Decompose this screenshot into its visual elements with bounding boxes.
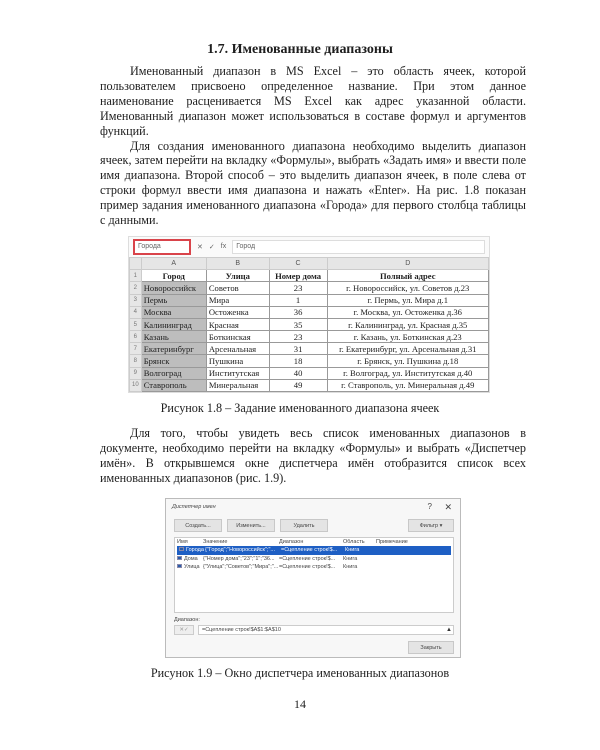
list-item[interactable]: [177, 546, 451, 555]
list-cell: {"Город";"Новороссийск";"...: [205, 547, 275, 554]
column-header[interactable]: A: [141, 257, 206, 269]
table-cell[interactable]: 1: [269, 294, 327, 306]
paragraph-1: Именованный диапазон в MS Excel – это область ячеек, которой пользователем присвоено определенное название. При этом данное наименование расценивается MS Excel как адрес указанной области. Именованный диапазон может использоваться в составе формул и аргументов функций.: [100, 64, 526, 138]
row-number[interactable]: 5: [130, 318, 142, 330]
table-cell[interactable]: 23: [269, 282, 327, 294]
range-input[interactable]: [198, 625, 454, 635]
create-button[interactable]: Создать...: [174, 519, 222, 532]
names-list[interactable]: [174, 537, 454, 613]
list-item[interactable]: [175, 555, 453, 564]
edit-button[interactable]: Изменить...: [227, 519, 275, 532]
table-cell[interactable]: 31: [269, 343, 327, 355]
collapse-icon[interactable]: ▲: [446, 626, 452, 633]
row-number[interactable]: 3: [130, 294, 142, 306]
table-row: [130, 282, 489, 294]
paragraph-3: Для того, чтобы увидеть весь список именованных диапазонов в документе, необходимо перейти на вкладку «Формулы» и выбрать «Диспетчер имён». В открывшемся окне диспетчера имён отобразится список всех именованных диапазонов (рис. 1.9).: [100, 426, 526, 485]
row-number[interactable]: 8: [130, 355, 142, 367]
list-cell: Книга: [343, 555, 358, 562]
table-cell[interactable]: Пушкина: [206, 355, 269, 367]
table-cell[interactable]: Новороссийск: [141, 282, 206, 294]
table-cell[interactable]: Казань: [141, 331, 206, 343]
range-label: Диапазон:: [174, 616, 200, 623]
table-cell[interactable]: Остоженка: [206, 306, 269, 318]
section-title: 1.7. Именованные диапазоны: [207, 42, 393, 57]
name-box[interactable]: Города: [133, 239, 191, 255]
list-item[interactable]: [175, 563, 453, 572]
row-number[interactable]: 10: [130, 379, 142, 391]
table-cell[interactable]: Москва: [141, 306, 206, 318]
help-icon[interactable]: ?: [427, 501, 432, 511]
table-cell[interactable]: Номер дома: [269, 270, 327, 282]
table-row: [130, 294, 489, 306]
table-cell[interactable]: Институтская: [206, 367, 269, 379]
list-column-header[interactable]: Примечание: [376, 538, 408, 545]
list-cell: =Сцепление строк!$...: [279, 555, 336, 562]
table-cell[interactable]: Мира: [206, 294, 269, 306]
fx-icon: fx: [220, 243, 227, 251]
table-row: [130, 355, 489, 367]
list-cell: =Сцепление строк!$...: [281, 547, 338, 554]
cancel-confirm-icons[interactable]: ✕✓: [174, 625, 194, 635]
list-cell: Книга: [343, 564, 358, 571]
table-cell[interactable]: Пермь: [141, 294, 206, 306]
table-cell[interactable]: Минеральная: [206, 379, 269, 391]
list-cell: {"Улица";"Советов";"Мира";"...: [203, 564, 279, 571]
row-number[interactable]: 6: [130, 331, 142, 343]
table-cell[interactable]: Улица: [206, 270, 269, 282]
list-column-header[interactable]: Имя: [177, 538, 188, 545]
formula-input[interactable]: Город: [232, 240, 485, 254]
table-cell[interactable]: г. Волгоград, ул. Институтская д.40: [327, 367, 489, 379]
table-cell[interactable]: г. Екатеринбург, ул. Арсенальная д.31: [327, 343, 489, 355]
table-cell[interactable]: Екатеринбург: [141, 343, 206, 355]
table-cell[interactable]: г. Пермь, ул. Мира д.1: [327, 294, 489, 306]
table-cell[interactable]: Волгоград: [141, 367, 206, 379]
list-cell: {"Номер дома";"23";"1";"36...: [203, 555, 275, 562]
named-range-icon: [177, 556, 182, 560]
table-cell[interactable]: г. Казань, ул. Боткинская д.23: [327, 331, 489, 343]
table-cell[interactable]: Советов: [206, 282, 269, 294]
cancel-icon: ✕: [197, 243, 203, 251]
table-cell[interactable]: г. Новороссийск, ул. Советов д.23: [327, 282, 489, 294]
table-row: [130, 270, 489, 282]
column-header[interactable]: C: [269, 257, 327, 269]
formula-bar: [129, 237, 489, 257]
table-cell[interactable]: 23: [269, 331, 327, 343]
table-cell[interactable]: 36: [269, 306, 327, 318]
row-number[interactable]: 7: [130, 343, 142, 355]
corner-cell: [130, 257, 142, 269]
table-cell[interactable]: г. Брянск, ул. Пушкина д.18: [327, 355, 489, 367]
dialog-title: Диспетчер имен: [172, 503, 216, 510]
table-cell[interactable]: 35: [269, 318, 327, 330]
spreadsheet-table: [129, 257, 489, 392]
table-cell[interactable]: Арсенальная: [206, 343, 269, 355]
table-cell[interactable]: Красная: [206, 318, 269, 330]
table-row: [130, 379, 489, 391]
row-number[interactable]: 4: [130, 306, 142, 318]
close-icon[interactable]: ✕: [444, 501, 452, 512]
named-range-icon: [179, 547, 184, 551]
paragraph-2: Для создания именованного диапазона необходимо выделить диапазон ячеек, затем перейти на вкладку «Формулы», выбрать «Задать имя» и ввести поле имя диапазона. Второй способ – это выделить диапазон ячеек, в поле слева от строки формул ввести имя диапазона и нажать «Enter». На рис. 1.8 показан пример задания именованного диапазона «Города» для первого столбца таблицы с данными.: [100, 138, 526, 228]
table-cell[interactable]: Брянск: [141, 355, 206, 367]
list-cell: Улица: [184, 564, 200, 571]
table-cell[interactable]: г. Ставрополь, ул. Минеральная д.49: [327, 379, 489, 391]
figure-1-8-caption: Рисунок 1.8 – Задание именованного диапазона ячеек: [160, 401, 440, 416]
table-row: [130, 343, 489, 355]
excel-figure: [128, 236, 490, 393]
list-column-header[interactable]: Область: [343, 538, 365, 545]
table-cell[interactable]: Город: [141, 270, 206, 282]
table-cell[interactable]: Ставрополь: [141, 379, 206, 391]
named-range-icon: [177, 564, 182, 568]
list-name-cell: [175, 556, 203, 562]
filter-button[interactable]: Фильтр ▾: [408, 519, 454, 532]
column-header[interactable]: B: [206, 257, 269, 269]
row-number[interactable]: 1: [130, 270, 142, 282]
row-number[interactable]: 9: [130, 367, 142, 379]
list-cell: =Сцепление строк!$...: [279, 564, 336, 571]
list-column-header[interactable]: Значение: [203, 538, 228, 545]
table-row: [130, 367, 489, 379]
list-cell: Дома: [184, 555, 198, 562]
range-value: =Сцепление строк!$A$1:$A$10: [202, 626, 281, 633]
delete-button[interactable]: Удалить: [280, 519, 328, 532]
list-name-cell: [177, 547, 205, 553]
table-row: [130, 318, 489, 330]
table-cell[interactable]: г. Калининград, ул. Красная д.35: [327, 318, 489, 330]
list-name-cell: [175, 564, 203, 570]
page-number: 14: [294, 696, 306, 711]
table-row: [130, 306, 489, 318]
table-cell[interactable]: 40: [269, 367, 327, 379]
table-cell[interactable]: Полный адрес: [327, 270, 489, 282]
table-cell[interactable]: г. Москва, ул. Остоженка д.36: [327, 306, 489, 318]
row-number[interactable]: 2: [130, 282, 142, 294]
close-button[interactable]: Закрыть: [408, 641, 454, 654]
table-row: [130, 331, 489, 343]
list-column-header[interactable]: Диапазон: [279, 538, 304, 545]
table-cell[interactable]: 49: [269, 379, 327, 391]
list-cell: Города: [186, 547, 204, 554]
confirm-icon: ✓: [208, 243, 215, 251]
column-header[interactable]: D: [327, 257, 489, 269]
table-cell[interactable]: Боткинская: [206, 331, 269, 343]
name-manager-dialog: [165, 498, 461, 658]
figure-1-9-caption: Рисунок 1.9 – Окно диспетчера именованных диапазонов: [150, 665, 450, 680]
table-cell[interactable]: 18: [269, 355, 327, 367]
list-cell: Книга: [345, 547, 360, 554]
table-cell[interactable]: Калининград: [141, 318, 206, 330]
